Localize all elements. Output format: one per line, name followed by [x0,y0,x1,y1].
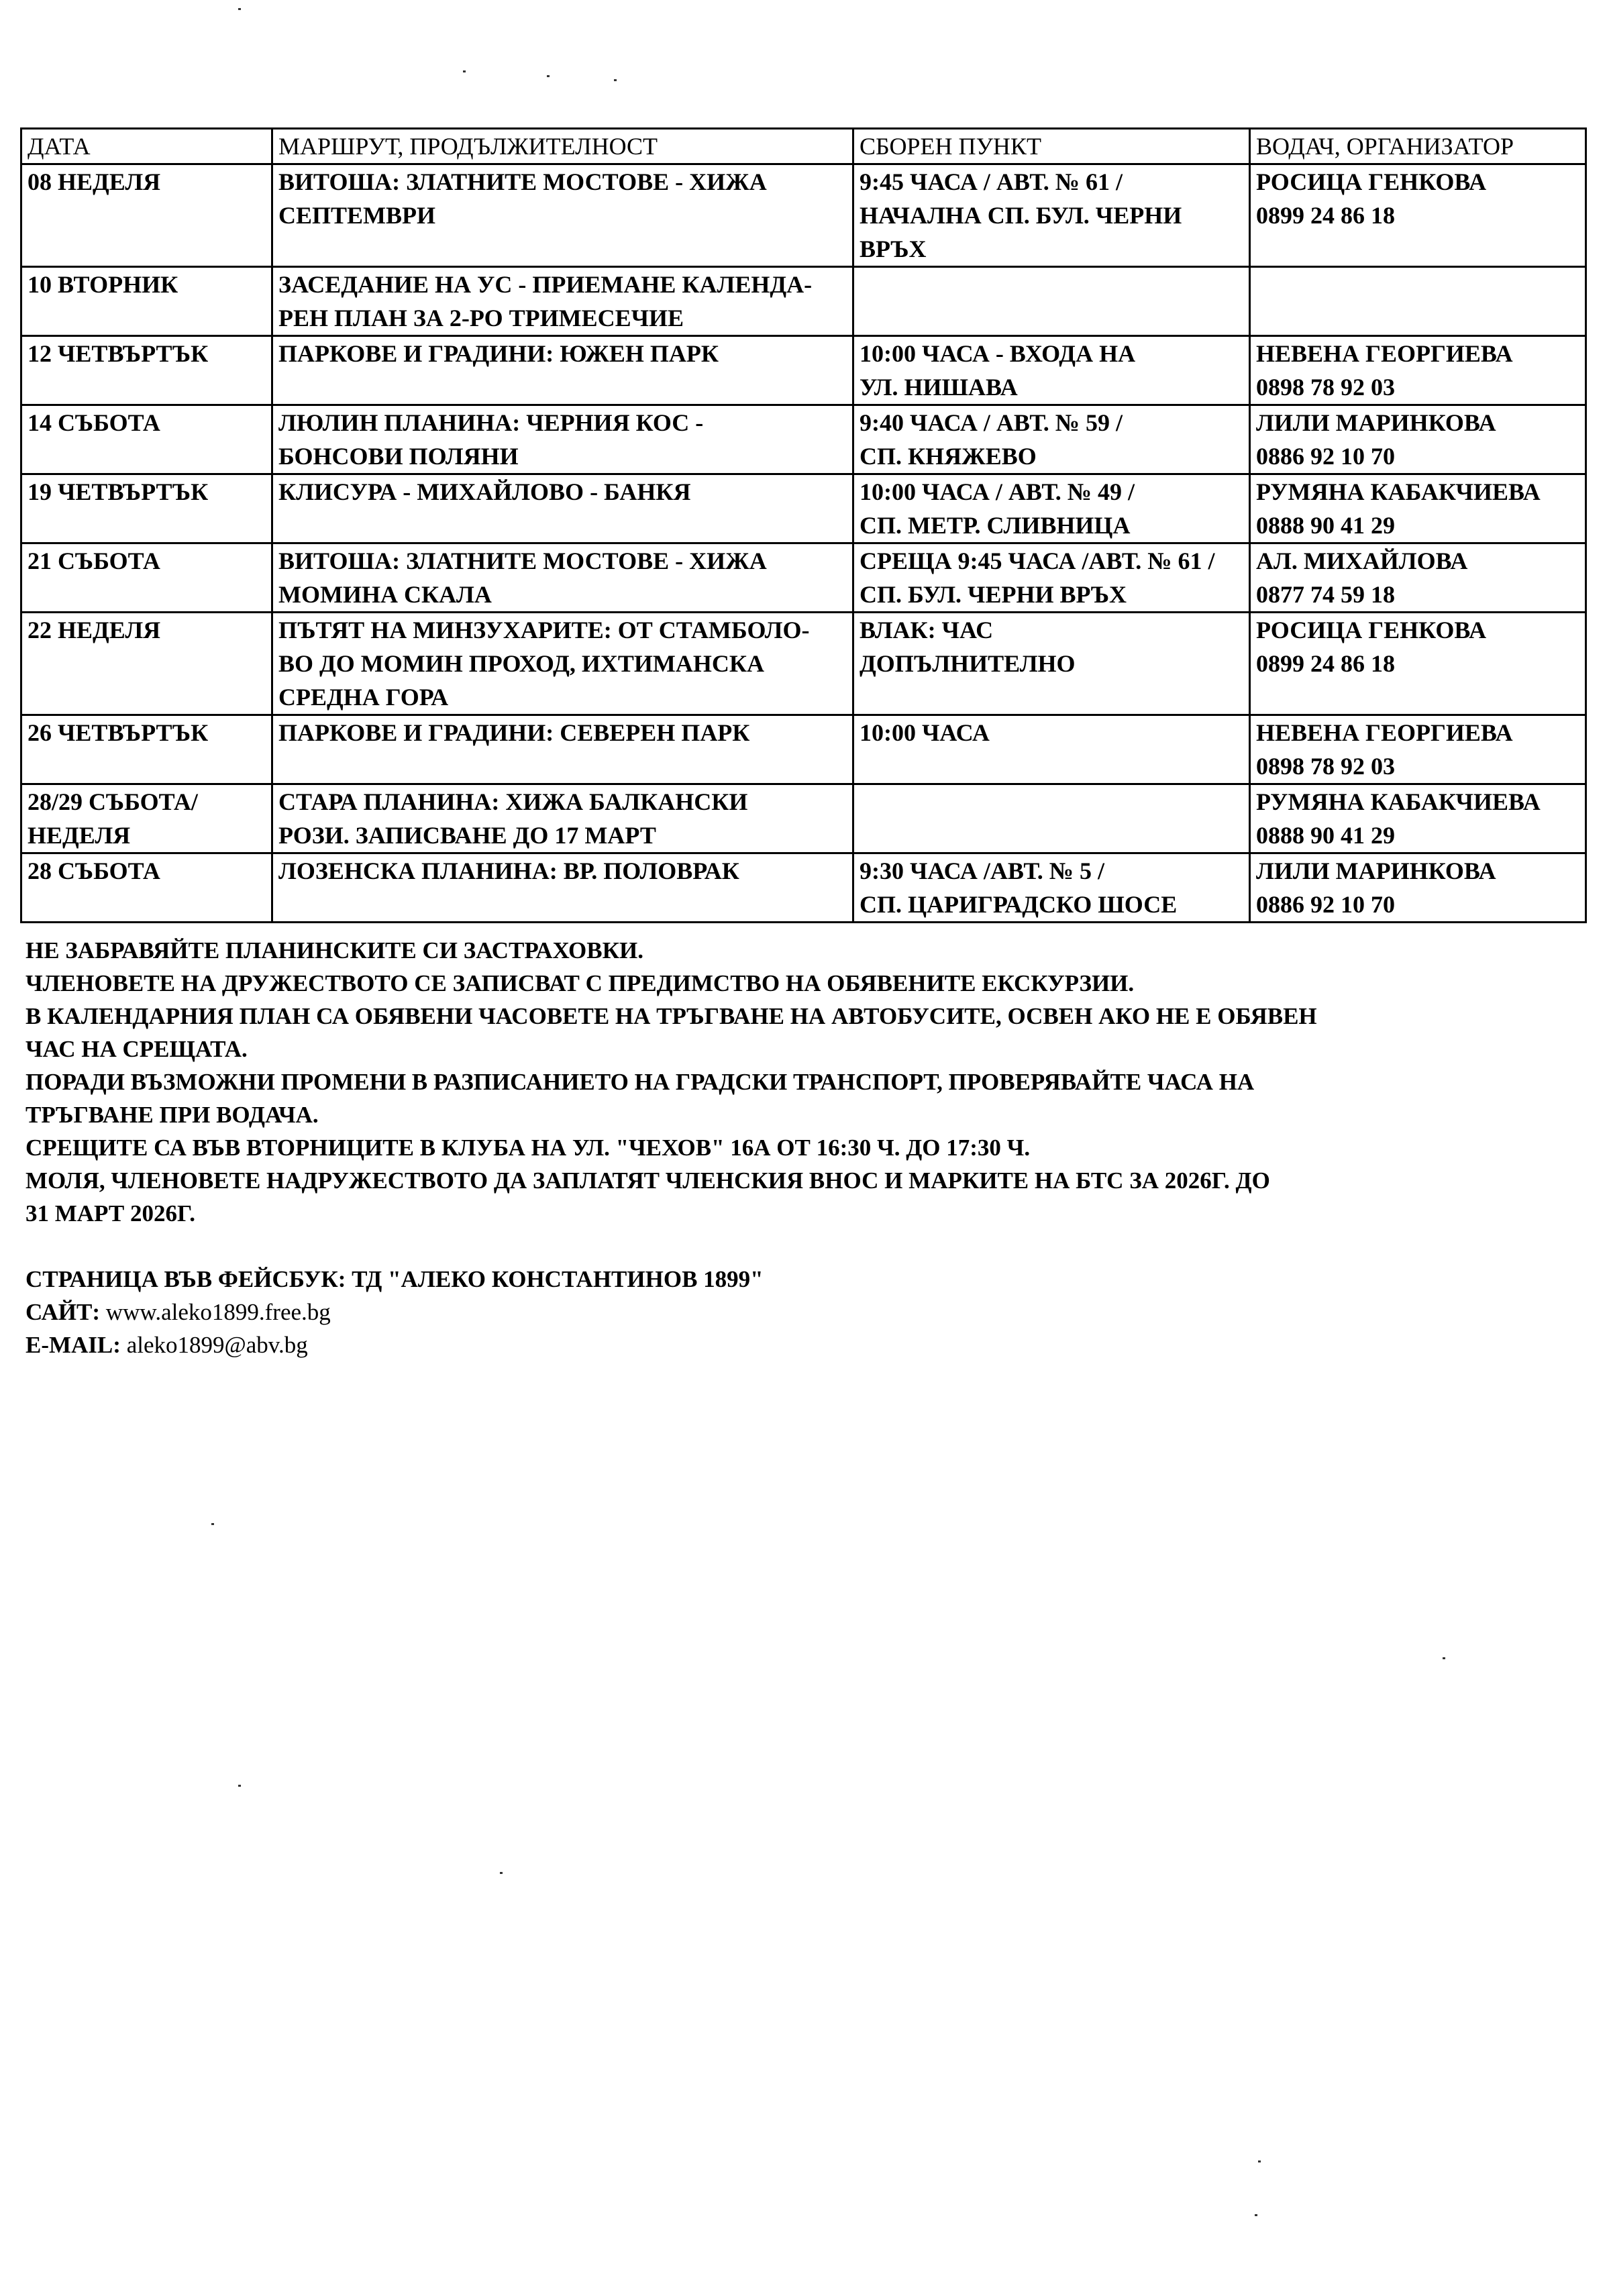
facebook-line: СТРАНИЦА ВЪВ ФЕЙСБУК: ТД "АЛЕКО КОНСТАНТИНОВ 1899" [25,1266,764,1292]
table-row [21,474,1586,543]
table-row [21,336,1586,405]
excursion-schedule-table [20,127,1587,923]
header-route: МАРШРУТ, ПРОДЪЛЖИТЕЛНОСТ [272,129,853,164]
table-row [21,267,1586,336]
note-line: 31 МАРТ 2026Г. [25,1200,196,1227]
cell-route: ПЪТЯТ НА МИНЗУХАРИТЕ: ОТ СТАМБОЛО- ВО ДО МОМИН ПРОХОД, ИХТИМАНСКА СРЕДНА ГОРА [272,613,853,715]
note-line: СРЕЩИТЕ СА ВЪВ ВТОРНИЦИТЕ В КЛУБА НА УЛ. "ЧЕХОВ" 16А ОТ 16:30 Ч. ДО 17:30 Ч. [25,1135,1031,1161]
note-line: НЕ ЗАБРАВЯЙТЕ ПЛАНИНСКИТЕ СИ ЗАСТРАХОВКИ. [25,937,643,963]
scan-speck [547,75,550,77]
cell-route: КЛИСУРА - МИХАЙЛОВО - БАНКЯ [272,474,853,543]
cell-date: 26 ЧЕТВЪРТЪК [21,715,272,784]
table-header-row [21,129,1586,164]
header-meeting-point: СБОРЕН ПУНКТ [853,129,1250,164]
email-link[interactable]: aleko1899@abv.bg [126,1332,308,1358]
scan-speck [614,79,617,81]
table-row [21,853,1586,923]
cell-leader: НЕВЕНА ГЕОРГИЕВА 0898 78 92 03 [1250,336,1586,405]
cell-date: 08 НЕДЕЛЯ [21,164,272,267]
table-row [21,613,1586,715]
contacts-block [25,1263,1569,1361]
scan-speck [1443,1657,1445,1659]
cell-meeting-point: 9:40 ЧАСА / АВТ. № 59 / СП. КНЯЖЕВО [853,405,1250,474]
cell-date: 10 ВТОРНИК [21,267,272,336]
note-line: ПОРАДИ ВЪЗМОЖНИ ПРОМЕНИ В РАЗПИСАНИЕТО НА ГРАДСКИ ТРАНСПОРТ, ПРОВЕРЯВАЙТЕ ЧАСА НА [25,1069,1255,1095]
cell-meeting-point: 10:00 ЧАСА / АВТ. № 49 / СП. МЕТР. СЛИВНИЦА [853,474,1250,543]
cell-meeting-point: ВЛАК: ЧАС ДОПЪЛНИТЕЛНО [853,613,1250,715]
notes-block [25,934,1569,1230]
site-link[interactable]: www.aleko1899.free.bg [105,1299,331,1325]
cell-route: ВИТОША: ЗЛАТНИТЕ МОСТОВЕ - ХИЖА СЕПТЕМВРИ [272,164,853,267]
table-row [21,715,1586,784]
cell-date: 19 ЧЕТВЪРТЪК [21,474,272,543]
site-label: САЙТ: [25,1299,101,1325]
table-row [21,784,1586,853]
cell-route: ПАРКОВЕ И ГРАДИНИ: СЕВЕРЕН ПАРК [272,715,853,784]
cell-route: ПАРКОВЕ И ГРАДИНИ: ЮЖЕН ПАРК [272,336,853,405]
cell-meeting-point: 10:00 ЧАСА [853,715,1250,784]
scan-speck [1258,2160,1261,2162]
table-row [21,543,1586,613]
note-line: МОЛЯ, ЧЛЕНОВЕТЕ НАДРУЖЕСТВОТО ДА ЗАПЛАТЯТ ЧЛЕНСКИЯ ВНОС И МАРКИТЕ НА БТС ЗА 2026Г. ДО [25,1167,1270,1194]
cell-meeting-point [853,267,1250,336]
cell-date: 12 ЧЕТВЪРТЪК [21,336,272,405]
cell-route: ЗАСЕДАНИЕ НА УС - ПРИЕМАНЕ КАЛЕНДА- РЕН ПЛАН ЗА 2-РО ТРИМЕСЕЧИЕ [272,267,853,336]
note-line: ТРЪГВАНЕ ПРИ ВОДАЧА. [25,1102,319,1128]
table-row [21,164,1586,267]
cell-meeting-point: 9:30 ЧАСА /АВТ. № 5 / СП. ЦАРИГРАДСКО ШОСЕ [853,853,1250,923]
cell-date: 28 СЪБОТА [21,853,272,923]
scan-speck [238,1785,241,1787]
table-row [21,405,1586,474]
scan-speck [1255,2214,1257,2216]
scan-speck [238,8,241,10]
cell-leader: РОСИЦА ГЕНКОВА 0899 24 86 18 [1250,164,1586,267]
scan-speck [500,1872,503,1874]
site-line [25,1296,1569,1328]
cell-meeting-point: 10:00 ЧАСА - ВХОДА НА УЛ. НИШАВА [853,336,1250,405]
cell-date: 14 СЪБОТА [21,405,272,474]
cell-route: СТАРА ПЛАНИНА: ХИЖА БАЛКАНСКИ РОЗИ. ЗАПИСВАНЕ ДО 17 МАРТ [272,784,853,853]
email-line [25,1328,1569,1361]
cell-date: 22 НЕДЕЛЯ [21,613,272,715]
scan-speck [463,70,466,72]
scan-speck [211,1523,214,1525]
cell-date: 28/29 СЪБОТА/ НЕДЕЛЯ [21,784,272,853]
cell-route: ЛЮЛИН ПЛАНИНА: ЧЕРНИЯ КОС - БОНСОВИ ПОЛЯНИ [272,405,853,474]
cell-meeting-point [853,784,1250,853]
note-line: В КАЛЕНДАРНИЯ ПЛАН СА ОБЯВЕНИ ЧАСОВЕТЕ НА ТРЪГВАНЕ НА АВТОБУСИТЕ, ОСВЕН АКО НЕ Е ОБЯВЕН [25,1003,1317,1029]
cell-leader: ЛИЛИ МАРИНКОВА 0886 92 10 70 [1250,853,1586,923]
note-line: ЧАС НА СРЕЩАТА. [25,1036,248,1062]
email-label: E-MAIL: [25,1332,121,1358]
cell-leader: РОСИЦА ГЕНКОВА 0899 24 86 18 [1250,613,1586,715]
cell-leader: АЛ. МИХАЙЛОВА 0877 74 59 18 [1250,543,1586,613]
cell-leader: РУМЯНА КАБАКЧИЕВА 0888 90 41 29 [1250,474,1586,543]
cell-leader: НЕВЕНА ГЕОРГИЕВА 0898 78 92 03 [1250,715,1586,784]
cell-leader [1250,267,1586,336]
cell-leader: ЛИЛИ МАРИНКОВА 0886 92 10 70 [1250,405,1586,474]
cell-meeting-point: СРЕЩА 9:45 ЧАСА /АВТ. № 61 / СП. БУЛ. ЧЕРНИ ВРЪХ [853,543,1250,613]
note-line: ЧЛЕНОВЕТЕ НА ДРУЖЕСТВОТО СЕ ЗАПИСВАТ С ПРЕДИМСТВО НА ОБЯВЕНИТЕ ЕКСКУРЗИИ. [25,970,1135,996]
cell-meeting-point: 9:45 ЧАСА / АВТ. № 61 / НАЧАЛНА СП. БУЛ. ЧЕРНИ ВРЪХ [853,164,1250,267]
header-date: ДАТА [21,129,272,164]
cell-route: ВИТОША: ЗЛАТНИТЕ МОСТОВЕ - ХИЖА МОМИНА СКАЛА [272,543,853,613]
header-leader: ВОДАЧ, ОРГАНИЗАТОР [1250,129,1586,164]
cell-date: 21 СЪБОТА [21,543,272,613]
cell-route: ЛОЗЕНСКА ПЛАНИНА: ВР. ПОЛОВРАК [272,853,853,923]
cell-leader: РУМЯНА КАБАКЧИЕВА 0888 90 41 29 [1250,784,1586,853]
